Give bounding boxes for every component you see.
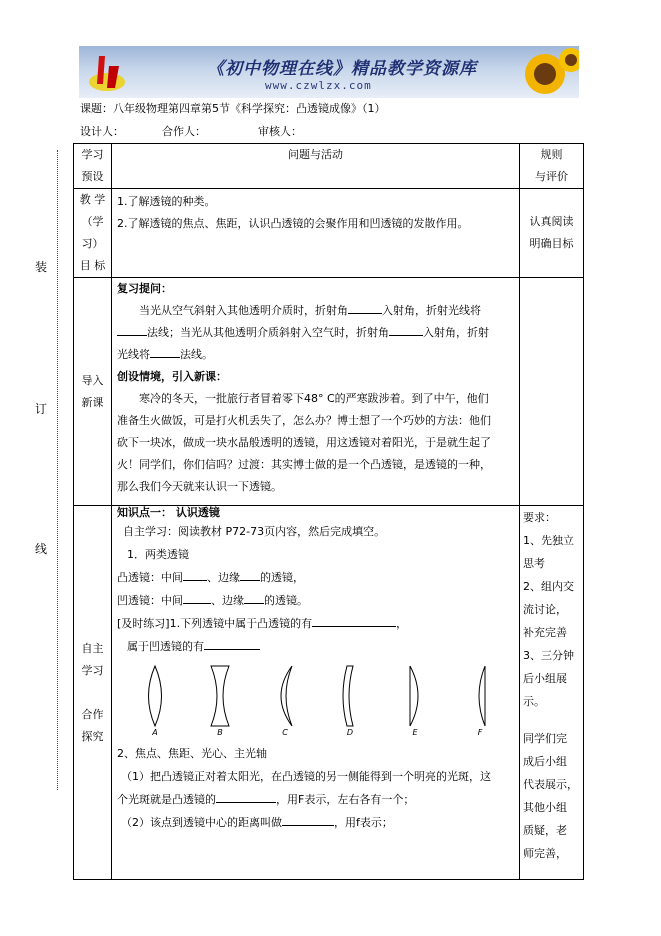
point-1-cont: 个光斑就是凸透镜的 ，用F表示，左右各有一个； <box>117 788 514 811</box>
intro-content <box>112 278 520 506</box>
lens-a: A <box>135 664 175 738</box>
lens-f: F <box>460 664 500 738</box>
convex-fill: 凸透镜：中间 、边缘 的透镜， <box>117 566 514 589</box>
story-line: 砍下一块冰，做成一块水晶般透明的透镜，用这透镜对着阳光，于是就生起了 <box>117 436 491 449</box>
logo-icon <box>85 50 129 94</box>
review-title: 复习提问： <box>117 282 172 295</box>
story-line: 火！同学们，你们信吗？过渡：其实博士做的是一个凸透镜，是透镜的一种， <box>117 458 491 471</box>
goal-item: 1.了解透镜的种类。 <box>117 195 216 208</box>
table-header-row <box>74 144 584 189</box>
banner-title: 《初中物理在线》精品教学资源库 <box>207 59 477 79</box>
exercise-1-cont: 属于凹透镜的有 <box>117 635 514 658</box>
scene-title: 创设情境，引入新课： <box>117 370 227 383</box>
goals-eval: 认真阅读 明确目标 <box>520 189 584 278</box>
goal-item: 2.了解透镜的焦点、焦距，认识凸透镜的会聚作用和凹透镜的发散作用。 <box>117 217 469 230</box>
goals-row <box>74 189 584 278</box>
binding-mark-2: 订 <box>35 402 48 416</box>
concave-fill: 凹透镜：中间 、边缘 的透镜。 <box>117 589 514 612</box>
lens-e: E <box>395 664 435 738</box>
binding-mark-3: 线 <box>35 542 48 556</box>
story-line: 准备生火做饭，可是打火机丢失了，怎么办？博士想了一个巧妙的方法：他们 <box>117 414 491 427</box>
sunflower-icon <box>497 46 579 98</box>
intro-row <box>74 278 584 506</box>
review-question-cont: 法线；当光从其他透明介质斜射入空气时，折射角 入射角，折射 <box>117 322 514 344</box>
header-col1: 学习 预设 <box>74 144 112 189</box>
study-row <box>74 506 584 880</box>
story-line: 寒冷的冬天，一批旅行者冒着零下48° C的严寒跋涉着。到了中午，他们 <box>139 392 489 405</box>
lens-b: B <box>200 664 240 738</box>
collaborator-label: 合作人： <box>162 125 206 138</box>
designer-label: 设计人： <box>80 125 124 138</box>
section-2: 2、焦点、焦距、光心、主光轴 <box>117 747 267 760</box>
study-eval: 要求： 1、先独立 思考 2、组内交 流讨论， 补充完善 3、三分钟 后小组展 示。 同学们完 成后小组 代表展示， 其他小组 质疑，老 师完善， <box>520 506 584 880</box>
lens-c: C <box>265 664 305 738</box>
goals-content <box>112 189 520 278</box>
banner-url: www.czwlzx.com <box>265 79 372 92</box>
header-col3: 规则 与评价 <box>520 144 584 189</box>
intro-eval <box>520 278 584 506</box>
lesson-table <box>73 143 584 880</box>
binding-mark-1: 装 <box>35 260 48 274</box>
story-line: 那么我们今天就来认识一下透镜。 <box>117 480 282 493</box>
study-content <box>112 506 520 880</box>
exercise-1: [及时练习]1.下列透镜中属于凸透镜的有 ， <box>117 612 514 635</box>
binding-line <box>57 150 58 790</box>
reviewer-label: 审核人： <box>258 125 302 138</box>
header-col2: 问题与活动 <box>112 144 520 189</box>
point-2: （2）该点到透镜中心的距离叫做 ，用f表示； <box>117 811 514 834</box>
lens-d: D <box>330 664 370 738</box>
lens-figure <box>117 658 514 738</box>
review-question: 当光从空气斜射入其他透明介质时，折射角 入射角，折射光线将 <box>117 300 514 322</box>
knowledge-point-title: 知识点一： 认识透镜 <box>117 506 220 519</box>
point-1: （1）把凸透镜正对着太阳光，在凸透镜的另一侧能得到一个明亮的光斑，这 <box>121 770 491 783</box>
goals-label: 教 学 （学习） 目 标 <box>74 189 112 278</box>
study-label: 自主 学习 合作 探究 <box>74 506 112 880</box>
banner <box>79 46 579 98</box>
self-study: 自主学习：阅读教材 P72-73页内容，然后完成填空。 <box>123 525 386 538</box>
lesson-topic: 课题：八年级物理第四章第5节《科学探究：凸透镜成像》（1） <box>80 102 386 115</box>
section-1: 1．两类透镜 <box>127 548 189 561</box>
review-question-end: 光线将 法线。 <box>117 344 514 366</box>
intro-label: 导入 新课 <box>74 278 112 506</box>
